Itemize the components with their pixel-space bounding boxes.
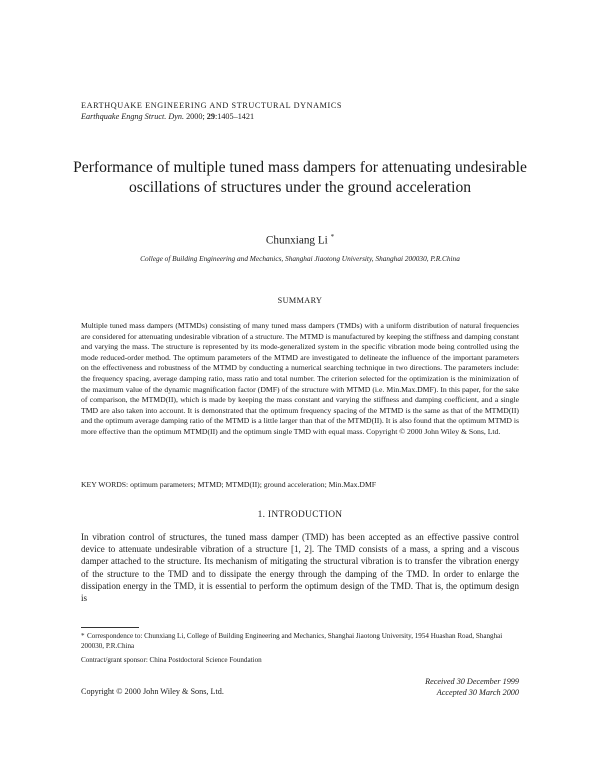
keywords: KEY WORDS: optimum parameters; MTMD; MTMD(II); ground acceleration; Min.Max.DMF	[81, 480, 377, 489]
sponsor-note: Contract/grant sponsor: China Postdoctoral Science Foundation	[81, 656, 262, 664]
journal-volume: 29	[206, 112, 215, 121]
copyright: Copyright © 2000 John Wiley & Sons, Ltd.	[81, 687, 224, 696]
intro-paragraph: In vibration control of structures, the tuned mass damper (TMD) has been accepted as an effective passive control device to attenuate undesirable vibration of a structure [1, 2]. The TMD consists of a mass, a spring and a viscous damper attached to the structure. Its mechanism of mitigating the structural vibration is to transfer the vibration energy of the structure to the TMD and to dissipate the energy through the damping of the TMD. In order to enlarge the dissipation energy in the TMD, it is essential to perform the optimum design of the TMD. That is, the optimum design is	[81, 532, 519, 604]
affiliation: College of Building Engineering and Mechanics, Shanghai Jiaotong University, Shanghai 200030, P.R.China	[140, 254, 460, 263]
summary-heading: SUMMARY	[277, 296, 323, 305]
journal-pages: :1405–1421	[214, 112, 255, 121]
paper-title: Performance of multiple tuned mass dampers for attenuating undesirable oscillations of structures under the ground acceleration	[73, 159, 527, 196]
footnote-mark: *	[81, 632, 85, 640]
author-footnote-mark: *	[330, 233, 335, 241]
journal-year: 2000;	[186, 112, 205, 121]
journal-header	[81, 100, 521, 122]
journal-name: EARTHQUAKE ENGINEERING AND STRUCTURAL DYNAMICS	[81, 101, 343, 110]
abstract: Multiple tuned mass dampers (MTMDs) consisting of many tuned mass dampers (TMDs) with a uniform distribution of natural frequencies are considered for attenuating undesirable vibration of a structure. The MTMD is manufactured by keeping the stiffness and damping constant and varying the mass. The structure is represented by its mode-generalized system in the specific vibration mode being controlled using the mode reduced-order method. The optimum parameters of the MTMD are investigated to delineate the influence of the important parameters on the effectiveness and robustness of the MTMD by conducting a numerical searching technique in two directions. The parameters include: the frequency spacing, average damping ratio, mass ratio and total number. The criterion selected for the optimization is the minimization of the maximum value of the dynamic magnification factor (DMF) of the structure with MTMD (i.e. Min.Max.DMF). In this paper, for the sake of comparison, the MTMD(II), which is made by keeping the mass constant and varying the stiffness and damping coefficient, and a single TMD are also taken into account. It is demonstrated that the optimum frequency spacing of the MTMD is the same as that of the MTMD(II) and the optimum average damping ratio of the MTMD is a little larger than that of the MTMD(II). It is also found that the optimum MTMD is more effective than the optimum MTMD(II) and the optimum single TMD with equal mass. Copyright © 2000 John Wiley & Sons, Ltd.	[81, 321, 519, 436]
footnote-divider	[81, 627, 139, 628]
author	[60, 233, 540, 247]
author-name: Chunxiang Li	[265, 234, 328, 247]
received-date: Received 30 December 1999	[425, 677, 519, 686]
footnote	[81, 631, 519, 651]
accepted-date: Accepted 30 March 2000	[436, 688, 519, 697]
journal-abbreviation: Earthquake Engng Struct. Dyn.	[81, 112, 185, 121]
footnote-text: Correspondence to: Chunxiang Li, College of Building Engineering and Mechanics, Shanghai Jiaotong University, 1954 Huashan Road, Shanghai 200030, P.R.China	[81, 632, 503, 650]
dates	[425, 676, 519, 698]
section-heading: 1. INTRODUCTION	[257, 510, 343, 520]
journal-citation	[81, 111, 521, 122]
